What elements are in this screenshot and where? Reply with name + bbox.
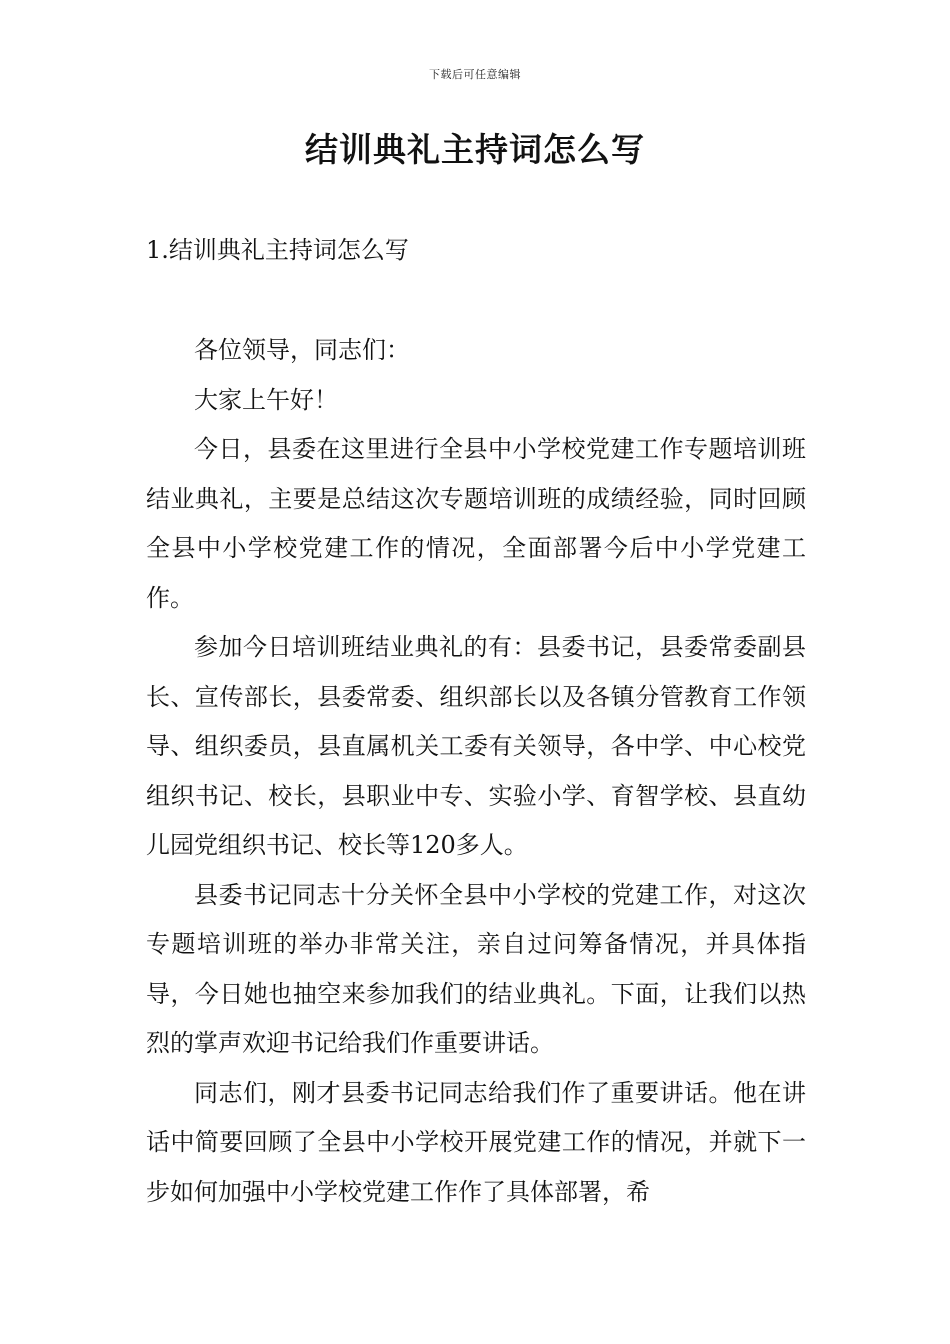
paragraph-intro: 今日，县委在这里进行全县中小学校党建工作专题培训班结业典礼，主要是总结这次专题培训班的成绩经验，同时回顾全县中小学校党建工作的情况，全面部署今后中小学党建工作。 [146, 435, 806, 612]
header-note: 下载后可任意编辑 [429, 68, 521, 81]
document-title: 结训典礼主持词怎么写 [305, 130, 645, 169]
paragraph-secretary: 县委书记同志十分关怀全县中小学校的党建工作，对这次专题培训班的举办非常关注，亲自过问筹备情况，并具体指导，今日她也抽空来参加我们的结业典礼。下面，让我们以热烈的掌声欢迎书记给我们作重要讲话。 [146, 880, 806, 1057]
section-heading: 1.结训典礼主持词怎么写 [146, 236, 409, 264]
paragraph-summary: 同志们，刚才县委书记同志给我们作了重要讲话。他在讲话中简要回顾了全县中小学校开展党建工作的情况，并就下一步如何加强中小学校党建工作作了具体部署，希 [146, 1078, 806, 1206]
document-body [146, 326, 806, 1217]
paragraph-salutation: 大家上午好！ [194, 385, 338, 414]
paragraph-greeting: 各位领导，同志们： [194, 336, 410, 364]
paragraph-attendees: 参加今日培训班结业典礼的有：县委书记，县委常委副县长、宣传部长，县委常委、组织部长以及各镇分管教育工作领导、组织委员，县直属机关工委有关领导，各中学、中心校党组织书记、校长，县职业中专、实验小学、育智学校、县直幼儿园党组织书记、校长等120多人。 [146, 633, 806, 859]
